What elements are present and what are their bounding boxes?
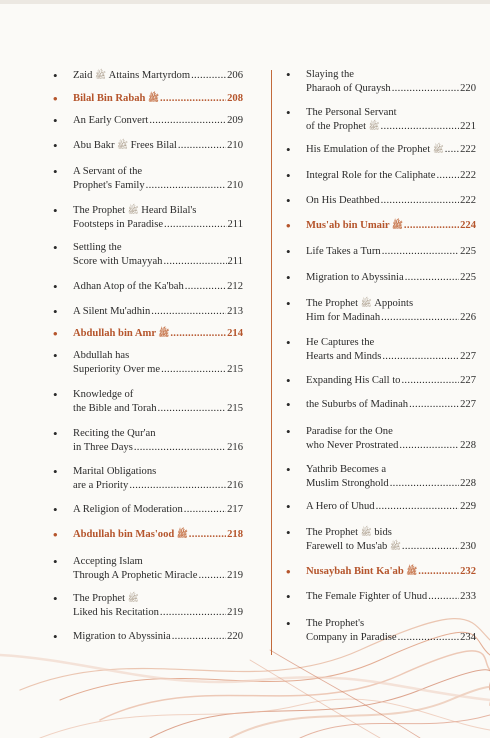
toc-entry-title: Superiority Over me [73,363,161,375]
toc-entry-page-number: 220 [460,82,476,94]
toc-entry-title: An Early Convert [73,115,149,126]
toc-entry-title: the Bible and Torah [73,402,157,414]
toc-entry-title-line [306,336,476,350]
toc-entry-title: Life Takes a Turn [306,246,381,257]
bullet-icon: • [286,142,291,157]
toc-entry[interactable] [286,616,476,644]
toc-entry-title-line-final [306,271,476,285]
leader-dots [381,311,459,325]
leader-dots [418,565,459,579]
honorific-icon: ﷺ [95,70,106,80]
leader-dots [160,606,226,620]
toc-entry-title-line [73,592,243,606]
honorific-icon: ﷺ [117,140,129,150]
leader-dots [401,374,459,388]
toc-entry-title: Marital Obligations [73,466,157,477]
leader-dots [382,350,459,364]
toc-entry-title: Muslim Stronghold [306,477,389,489]
leader-dots [191,69,226,83]
toc-entry-title: the Suburbs of Madinah [306,399,409,410]
toc-entry-title: who Never Prostrated [306,439,399,451]
toc-entry-title: Accepting Islam [73,556,143,567]
bullet-icon: • [286,499,291,514]
toc-entry-title-line-final [306,219,476,233]
leader-dots [149,114,226,128]
toc-entry[interactable] [53,426,243,454]
toc-entry[interactable] [286,424,476,452]
toc-entry-title-line-final [306,82,476,96]
toc-entry-title-line-final [306,590,476,604]
toc-entry[interactable] [53,554,243,582]
bullet-icon: • [53,240,58,255]
toc-entry-title-line-final [306,631,476,645]
honorific-icon: ﷺ [432,144,444,154]
toc-entry[interactable] [53,240,243,268]
toc-entry-page-number: 225 [460,272,476,283]
toc-entry-title: Bilal Bin Rabah ﷺ [73,93,159,104]
leader-dots [398,631,459,645]
toc-entry-title: Through A Prophetic Miracle [73,569,198,581]
toc-entry-title-line-final [73,402,243,416]
toc-entry-title: The Personal Servant [306,107,397,118]
toc-entry-title-line-final [306,143,476,157]
toc-entry-page-number: 208 [227,93,243,104]
toc-entry-title: Mus'ab bin Umair ﷺ [306,220,403,231]
toc-entry-title: Abdullah bin Mas'ood ﷺ [73,529,188,540]
toc-entry-title: Paradise for the One [306,426,393,437]
leader-dots [160,92,226,106]
bullet-icon: • [286,462,291,477]
toc-entry-page-number: 228 [460,439,476,451]
leader-dots [161,363,226,377]
honorific-icon: ﷺ [127,205,139,215]
toc-entry-title: Integral Role for the Caliphate [306,170,436,181]
toc-entry[interactable] [53,464,243,492]
toc-entry[interactable] [286,397,476,412]
leader-dots [445,143,459,157]
toc-entry-title-line-final [73,305,243,319]
toc-entry-title: Pharaoh of Quraysh [306,82,391,94]
toc-entry-title: A Hero of Uhud [306,501,375,512]
toc-entry-page-number: 219 [227,606,243,618]
bullet-icon: • [53,464,58,479]
toc-entry-page-number: 216 [227,441,243,453]
toc-entry-title: Score with Umayyah [73,255,163,267]
bullet-icon: • [53,68,58,83]
toc-entry-page-number: 212 [227,281,243,292]
toc-entry-title-line [73,241,243,255]
toc-entry-title-line-final [306,245,476,259]
bullet-icon: • [286,105,291,120]
toc-entry-title-line-final [306,540,476,554]
toc-entry[interactable] [53,326,243,341]
toc-entry-page-number: 224 [460,220,476,231]
toc-entry-title-line-final [306,565,476,579]
toc-entry-page-number: 229 [460,501,476,512]
leader-dots [164,218,226,232]
toc-entry[interactable] [286,373,476,388]
toc-entry-title-line-final [306,169,476,183]
toc-entry-page-number: 225 [460,246,476,257]
toc-entry-title: A Servant of the [73,166,143,177]
toc-entry-title: A Silent Mu'adhin [73,306,151,317]
toc-entry-title: Abdullah bin Amr ﷺ [73,328,170,339]
toc-entry-title: Prophet's Family [73,179,145,191]
toc-entry-title: He Captures the [306,337,375,348]
leader-dots [381,120,460,134]
toc-entry-page-number: 233 [460,591,476,602]
toc-entry-title: Hearts and Minds [306,350,382,362]
toc-entry-title-line [306,425,476,439]
toc-entry[interactable] [53,629,243,644]
toc-entry[interactable] [286,564,476,579]
toc-entry-title: Farewell to Mus'ab ﷺ [306,540,401,552]
leader-dots [404,219,459,233]
toc-entry-title-line [306,526,476,540]
toc-entry-title: Migration to Abyssinia [306,272,404,283]
toc-entry-title-line [73,204,243,218]
toc-entry-page-number: 234 [460,631,476,643]
leader-dots [184,503,226,517]
leader-dots [405,271,459,285]
bullet-icon: • [286,335,291,350]
toc-entry[interactable] [286,105,476,133]
bullet-icon: • [53,348,58,363]
bullet-icon: • [53,164,58,179]
toc-entry-title-line-final [73,363,243,377]
leader-dots [392,82,459,96]
toc-entry-title-line [306,297,476,311]
toc-entry[interactable] [286,462,476,490]
toc-entry-title-line-final [306,398,476,412]
toc-entry[interactable] [53,279,243,294]
toc-entry-page-number: 222 [460,144,476,155]
toc-entry-title: The Prophet ﷺ bids [306,527,392,538]
toc-entry-title-line [306,617,476,631]
leader-dots [381,194,460,208]
leader-dots [158,402,227,416]
toc-entry-title-line [306,463,476,477]
toc-entry-title-line [73,349,243,363]
toc-entry-title: Footsteps in Paradise [73,218,164,230]
toc-entry-title: Abu Bakr ﷺ Frees Bilal [73,140,177,151]
toc-entry-title-line-final [306,500,476,514]
toc-entry-page-number: 227 [460,350,476,362]
bullet-icon: • [286,296,291,311]
leader-dots [129,479,226,493]
bullet-icon: • [286,397,291,412]
toc-entry-title-line-final [73,569,243,583]
toc-entry[interactable] [53,138,243,153]
bullet-icon: • [286,270,291,285]
honorific-icon: ﷺ [176,529,188,539]
leader-dots [436,169,459,183]
toc-entry-title: Adhan Atop of the Ka'bah [73,281,184,292]
toc-entry-title-line [306,68,476,82]
bullet-icon: • [286,373,291,388]
bullet-icon: • [286,168,291,183]
toc-entry-page-number: 222 [460,170,476,181]
toc-entry-title-line-final [73,179,243,193]
toc-entry-page-number: 214 [227,328,243,339]
toc-entry-title-line-final [73,280,243,294]
toc-entry-title: Yathrib Becomes a [306,464,387,475]
toc-entry[interactable] [286,296,476,324]
bullet-icon: • [286,193,291,208]
toc-entry-title-line-final [306,311,476,325]
toc-entry[interactable] [286,67,476,95]
honorific-icon: ﷺ [390,540,401,551]
honorific-icon: ﷺ [158,328,170,338]
toc-entry[interactable] [286,335,476,363]
toc-entry-page-number: 215 [227,402,243,414]
toc-entry-title-line-final [73,139,243,153]
bullet-icon: • [53,502,58,517]
toc-entry-title: Migration to Abyssinia [73,631,171,642]
leader-dots [172,630,226,644]
leader-dots [376,500,460,514]
leader-dots [402,540,459,554]
toc-entry-title-line-final [73,441,243,455]
leader-dots [170,327,226,341]
toc-entry-title: Abdullah has [73,350,130,361]
leader-dots [382,245,459,259]
bullet-icon: • [286,616,291,631]
toc-entry-title: Him for Madinah [306,311,381,323]
toc-entry-title: Reciting the Qur'an [73,428,156,439]
toc-entry[interactable] [53,387,243,415]
leader-dots [178,139,226,153]
toc-entry-title-line-final [73,255,243,269]
toc-entry-title-line [73,465,243,479]
toc-entry[interactable] [286,142,476,157]
leader-dots [390,477,459,491]
toc-entry-title-line-final [306,477,476,491]
toc-entry-page-number: 211 [227,218,243,230]
bullet-icon: • [53,304,58,319]
bullet-icon: • [53,113,58,128]
toc-entry-title-line [73,165,243,179]
bullet-icon: • [53,591,58,606]
toc-entry-page-number: 211 [227,255,243,267]
toc-entry-title-line-final [73,69,243,83]
toc-entry-title-line-final [73,630,243,644]
toc-entry-title-line-final [306,350,476,364]
toc-entry-page-number: 226 [460,311,476,323]
toc-entry-title: Company in Paradise [306,631,397,643]
leader-dots [409,398,459,412]
leader-dots [151,305,226,319]
toc-entry-title: Liked his Recitation [73,606,159,618]
toc-entry-title-line [73,427,243,441]
toc-entry[interactable] [286,168,476,183]
toc-entry-page-number: 230 [460,540,476,552]
toc-entry-title-line-final [306,439,476,453]
toc-entry-page-number: 227 [460,399,476,410]
toc-entry-title: are a Priority [73,479,129,491]
leader-dots [163,255,226,269]
honorific-icon: ﷺ [406,566,418,576]
toc-entry-page-number: 216 [227,479,243,491]
toc-entry[interactable] [53,304,243,319]
leader-dots [428,590,459,604]
leader-dots [185,280,226,294]
toc-entry-page-number: 217 [227,504,243,515]
toc-entry-page-number: 209 [227,115,243,126]
toc-entry[interactable] [286,499,476,514]
honorific-icon: ﷺ [392,220,403,230]
toc-entry-page-number: 221 [460,120,476,132]
toc-entry-title-line-final [306,194,476,208]
toc-entry[interactable] [53,164,243,192]
toc-entry-title: of the Prophet ﷺ [306,120,380,132]
toc-entry-page-number: 210 [227,140,243,151]
bullet-icon: • [286,67,291,82]
toc-entry-title: A Religion of Moderation [73,504,183,515]
toc-entry-title-line-final [73,218,243,232]
toc-entry-title: On His Deathbed [306,195,380,206]
bullet-icon: • [53,91,58,106]
toc-entry[interactable] [53,203,243,231]
honorific-icon: ﷺ [368,120,380,131]
toc-entry-page-number: 218 [227,529,243,540]
leader-dots [399,439,459,453]
toc-entry[interactable] [286,218,476,233]
toc-entry-title-line [73,388,243,402]
toc-entry[interactable] [286,270,476,285]
toc-entry-page-number: 215 [227,363,243,375]
toc-entry-page-number: 227 [460,375,476,386]
bullet-icon: • [286,218,291,233]
honorific-icon: ﷺ [148,93,159,103]
toc-entry-title-line-final [73,528,243,542]
toc-entry-title: The Prophet ﷺ Heard Bilal's [73,205,197,216]
toc-entry[interactable] [53,527,243,542]
toc-entry[interactable] [53,68,243,83]
toc-entry[interactable] [53,113,243,128]
toc-entry-title-line-final [306,374,476,388]
toc-entry-title-line-final [73,327,243,341]
bullet-icon: • [53,527,58,542]
toc-entry[interactable] [53,502,243,517]
toc-entry-title-line-final [306,120,476,134]
toc-entry-page-number: 210 [227,179,243,191]
toc-entry-title-line-final [73,479,243,493]
toc-entry[interactable] [286,589,476,604]
bullet-icon: • [53,387,58,402]
toc-entry-title: His Emulation of the Prophet ﷺ [306,144,444,155]
toc-entry[interactable] [286,244,476,259]
toc-entry-title-line [306,106,476,120]
toc-entry[interactable] [286,525,476,553]
honorific-icon: ﷺ [127,593,139,603]
leader-dots [146,179,226,193]
toc-entry-title-line-final [73,114,243,128]
toc-entry[interactable] [53,348,243,376]
toc-entry-title: Zaid ﷺ Attains Martyrdom [73,70,191,81]
toc-entry-page-number: 220 [227,631,243,642]
toc-entry-page-number: 219 [227,569,243,581]
toc-entry-page-number: 232 [460,566,476,577]
bullet-icon: • [53,138,58,153]
bullet-icon: • [286,564,291,579]
bullet-icon: • [286,525,291,540]
toc-entry-title: The Female Fighter of Uhud [306,591,428,602]
bullet-icon: • [286,589,291,604]
bullet-icon: • [53,326,58,341]
toc-entry-title-line [73,555,243,569]
toc-entry[interactable] [53,91,243,106]
toc-entry-page-number: 228 [460,477,476,489]
bullet-icon: • [53,203,58,218]
toc-entry-title-line-final [73,606,243,620]
bullet-icon: • [53,426,58,441]
toc-entry-title-line-final [73,503,243,517]
toc-entry-title: Slaying the [306,69,354,80]
toc-entry[interactable] [286,193,476,208]
toc-entry-title: in Three Days [73,441,133,453]
bullet-icon: • [286,244,291,259]
bullet-icon: • [53,554,58,569]
toc-entry-page-number: 213 [227,306,243,317]
leader-dots [198,569,226,583]
toc-entry-title: The Prophet's [306,618,365,629]
toc-entry[interactable] [53,591,243,619]
honorific-icon: ﷺ [360,298,372,308]
toc-entry-title: The Prophet ﷺ [73,593,139,604]
toc-entry-title: Expanding His Call to [306,375,401,386]
column-divider [271,70,272,655]
toc-entry-title: Knowledge of [73,389,134,400]
toc-entry-title-line-final [73,92,243,106]
toc-entry-title: The Prophet ﷺ Appoints [306,298,414,309]
leader-dots [189,528,226,542]
leader-dots [134,441,226,455]
bullet-icon: • [53,279,58,294]
honorific-icon: ﷺ [360,527,372,537]
bullet-icon: • [286,424,291,439]
toc-entry-page-number: 222 [460,195,476,206]
bullet-icon: • [53,629,58,644]
toc-entry-page-number: 206 [227,70,243,81]
toc-entry-title: Settling the [73,242,122,253]
toc-entry-title: Nusaybah Bint Ka'ab ﷺ [306,566,418,577]
